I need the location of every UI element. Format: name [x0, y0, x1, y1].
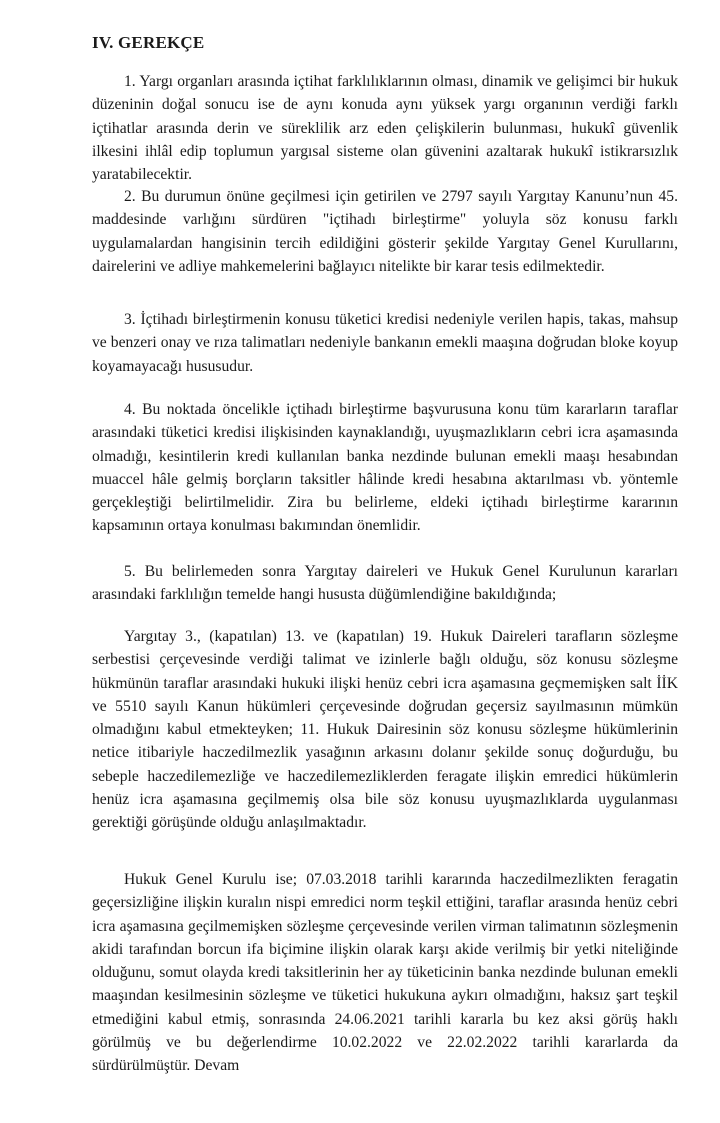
section-heading: IV. GEREKÇE: [92, 33, 205, 52]
paragraph-3: 3. İçtihadı birleştirmenin konusu tüketici kredisi nedeniyle verilen hapis, takas, mahsup ve benzeri onay ve rıza talimatları nedeniyle bankanın emekli maaşına doğrudan bloke koyup koyamayacağı hususudur.: [92, 311, 678, 375]
paragraph-general-assembly-view: Hukuk Genel Kurulu ise; 07.03.2018 tarihli kararında haczedilmezlikten feragatin geçersizliğine ilişkin kuralın nispi emredici norm teşkil ettiğini, taraflar arasında henüz cebri icra aşamasına geçilmemişken sözleşme çerçevesinde verilen virman talimatının sözleşmenin akidi tarafından borcun ifa biçimine ilişkin olarak karşı akide verilmiş bir yetki niteliğinde olduğunu, somut olayda kredi taksitlerinin her ay tüketicinin banka nezdinde bulunan emekli maaşından kesilmesinin sözleşme ve tüketici hukukuna aykırı olmadığını, haksız şart teşkil etmediğini kabul etmiş, sonrasında 24.06.2021 tarihli kararla bu kez aksi görüş haklı görülmüş ve bu değerlendirme 10.02.2022 ve 22.02.2022 tarihli kararlarda da sürdürülmüştür. Devam: [92, 871, 678, 1075]
paragraph-5: 5. Bu belirlemeden sonra Yargıtay daireleri ve Hukuk Genel Kurulunun kararları arasındaki farklılığın temelde hangi hususta düğümlendiğine bakıldığında;: [92, 563, 678, 604]
paragraph-4: 4. Bu noktada öncelikle içtihadı birleştirme başvurusuna konu tüm kararların taraflar arasındaki tüketici kredisi ilişkisinden kaynaklandığı, uyuşmazlıkların cebri icra aşamasında olmadığı, kesintilerin kredi kullanılan banka nezdinde bulunan emekli maaşı hesabından muaccel hâle gelmiş borçların taksitler hâlinde kredi hesabına aktarılması vb. yöntemle gerçekleştiği belirtilmelidir. Zira bu belirleme, eldeki içtihadı birleştirme kararının kapsamının ortaya konulması bakımından önemlidir.: [92, 401, 678, 535]
paragraph-1: 1. Yargı organları arasında içtihat farklılıklarının olması, dinamik ve gelişimci bir hukuk düzeninin doğal sonucu ise de aynı konuda aynı yüksek yargı organının verdiği farklı içtihatlar arasında derin ve süreklilik arz eden çelişkilerin bulunması, hukukî güvenlik ilkesini ihlâl edip toplumun yargısal sisteme olan güvenini azaltarak hukukî istikrarsızlık yaratabilecektir.: [92, 73, 678, 184]
paragraph-chambers-view: Yargıtay 3., (kapatılan) 13. ve (kapatılan) 19. Hukuk Daireleri tarafların sözleşme serbestisi çerçevesinde verdiği talimat ve izinlerle bağlı olduğu, söz konusu sözleşme hükmünün taraflar arasındaki hukuki ilişki henüz cebri icra aşamasına geçmemişken salt İİK ve 5510 sayılı Kanun hükümleri çerçevesinde doğrudan geçersiz sayılmasının mümkün olmadığını kabul etmekteyken; 11. Hukuk Dairesinin söz konusu sözleşme hükümlerinin netice itibariyle haczedilmezlik yasağının arkasını dolanır şekilde sonuç doğurduğu, bu sebeple haczedilemezliğe ve haczedilemezliklerden feragate ilişkin emredici hükümlerin henüz icra aşamasına geçilmemiş olsa bile söz konusu uyuşmazlıklarda uygulanması gerektiği görüşünde olduğu anlaşılmaktadır.: [92, 628, 678, 832]
paragraph-2: 2. Bu durumun önüne geçilmesi için getirilen ve 2797 sayılı Yargıtay Kanunu’nun 45. maddesinde varlığını sürdüren "içtihadı birleştirme" yoluyla söz konusu farklı uygulamalardan hangisinin tercih edildiğini gösterir şekilde Yargıtay Genel Kurullarını, dairelerini ve adliye mahkemelerini bağlayıcı nitelikte bir karar tesis edilmektedir.: [92, 188, 678, 275]
